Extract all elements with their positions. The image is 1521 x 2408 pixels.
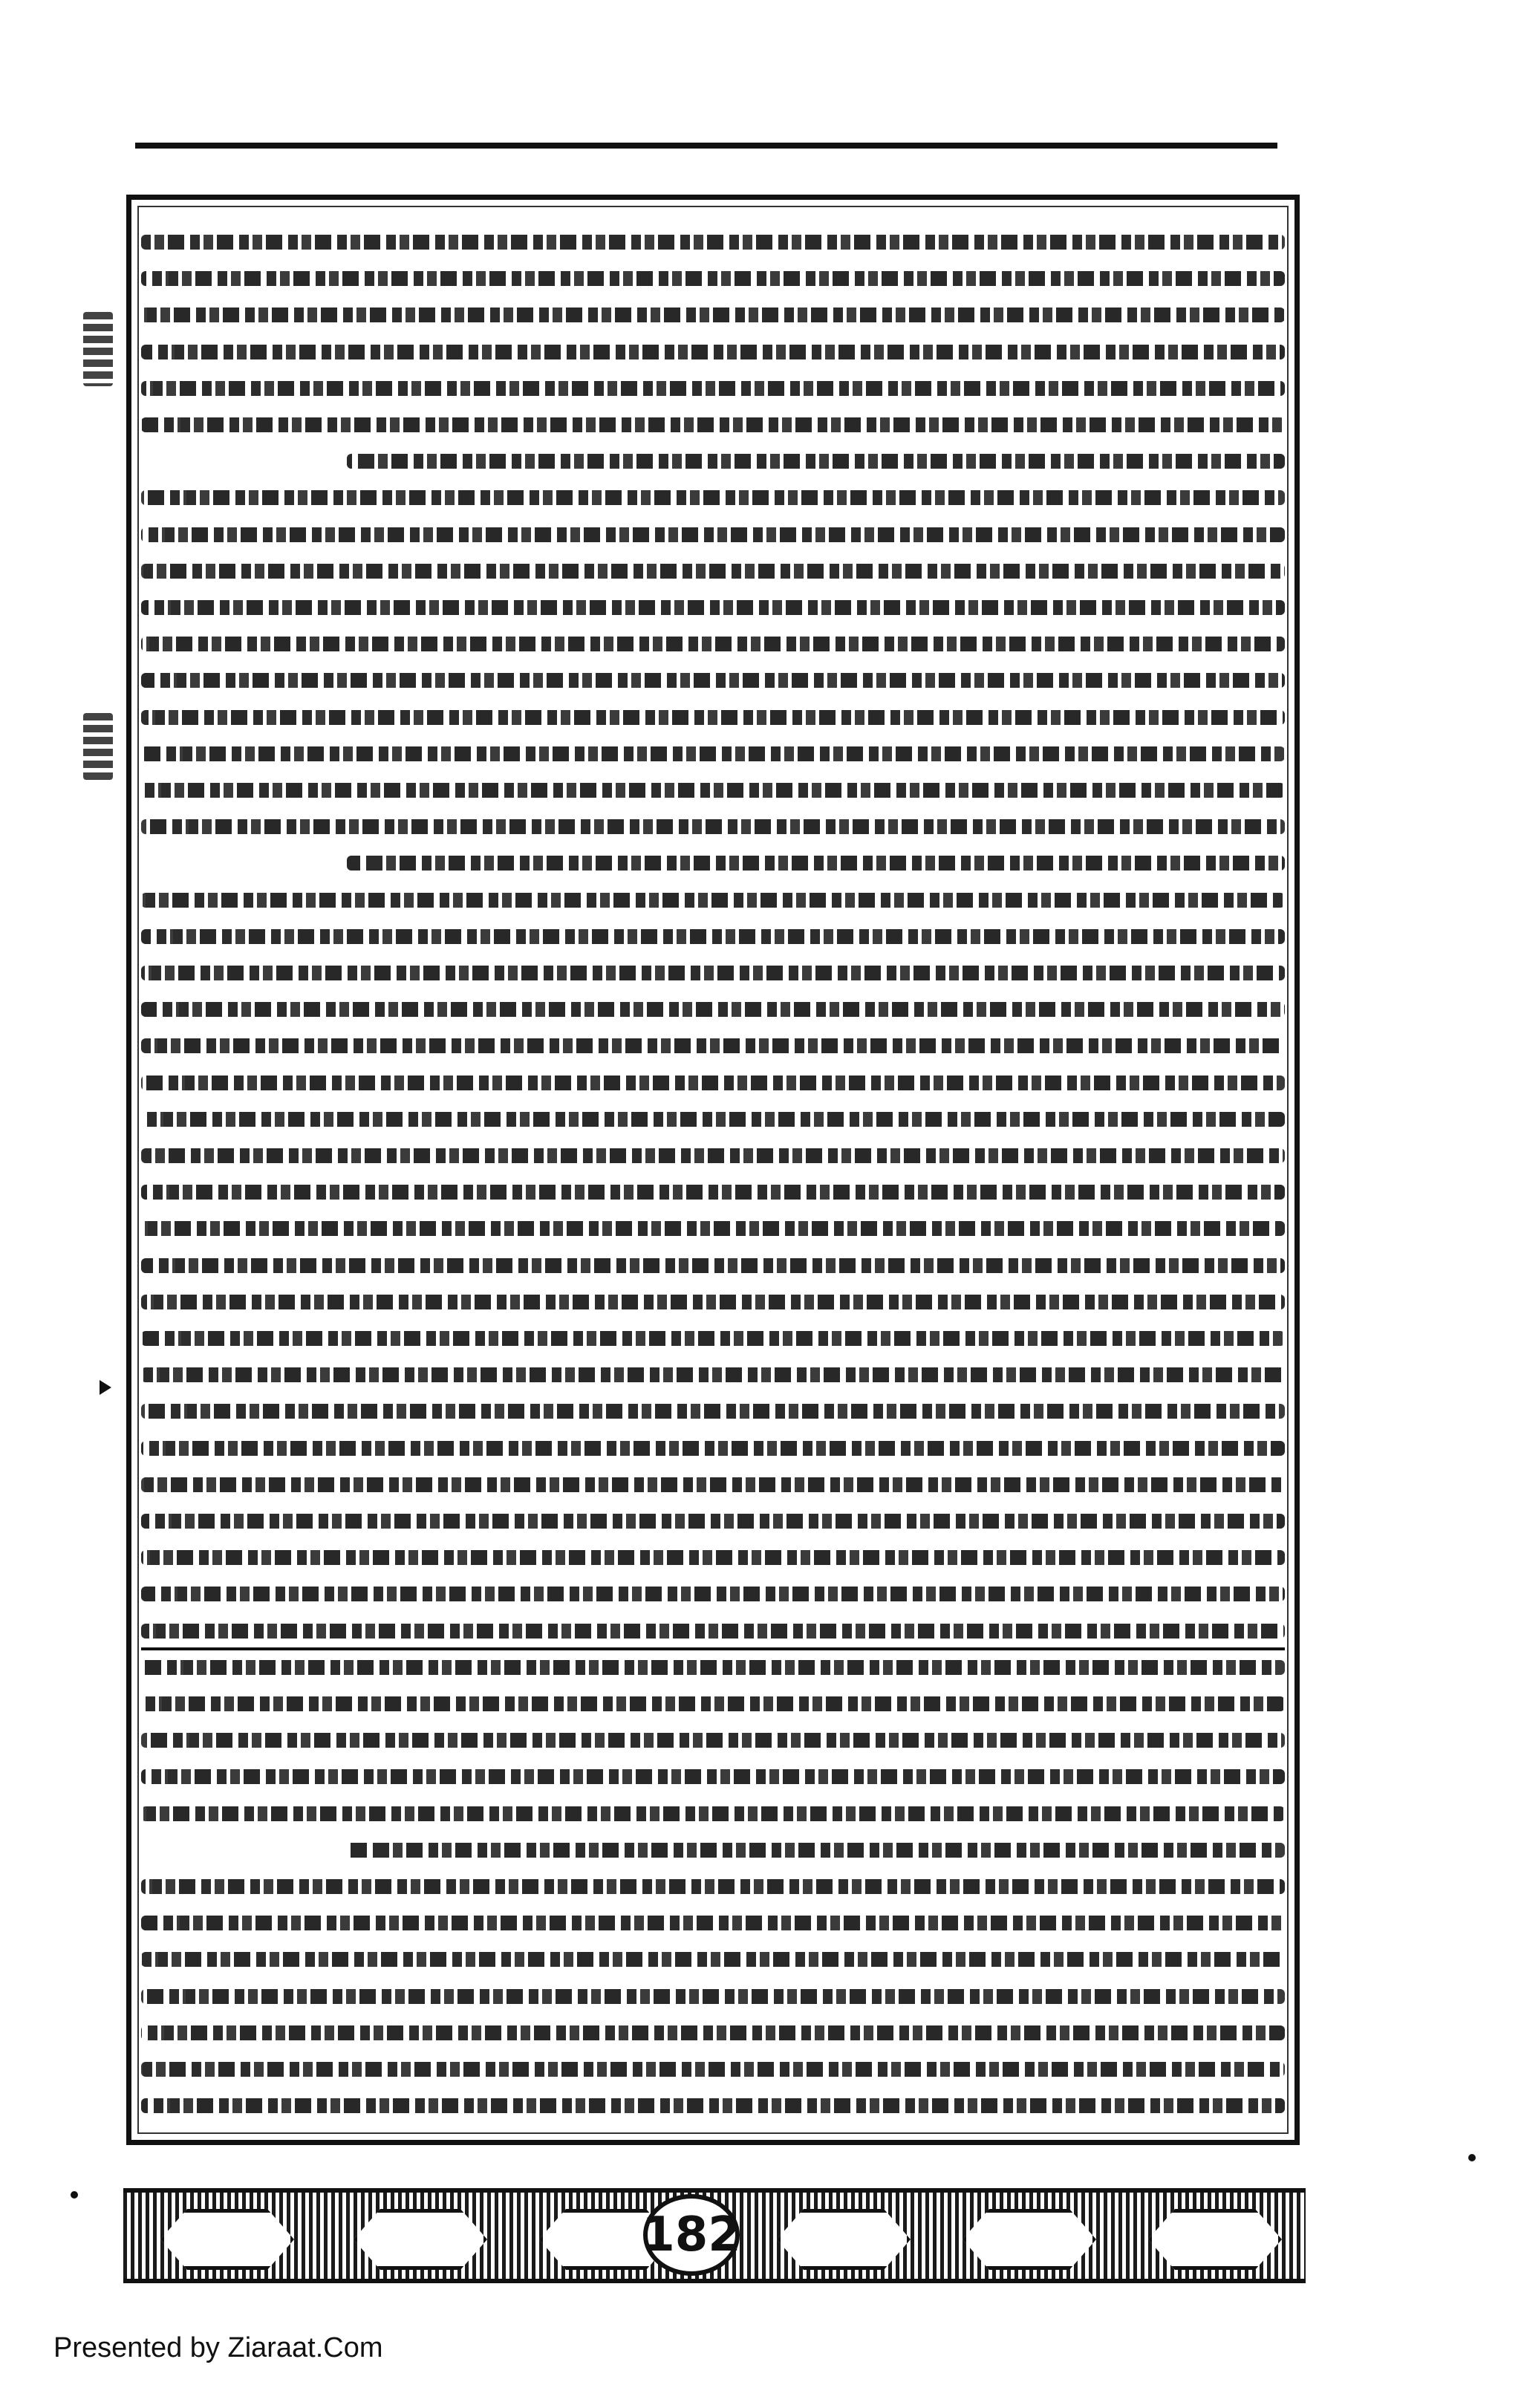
text-line	[141, 990, 1285, 1026]
handwritten-script	[141, 1404, 1285, 1419]
text-line	[141, 1246, 1285, 1282]
text-line	[141, 223, 1285, 258]
text-line	[141, 1136, 1285, 1172]
text-line	[141, 625, 1285, 660]
handwritten-script	[141, 1514, 1285, 1529]
handwritten-script	[141, 1806, 1285, 1821]
text-line	[141, 1026, 1285, 1062]
handwritten-script	[141, 2062, 1285, 2077]
handwritten-script	[141, 1112, 1285, 1127]
handwritten-script	[141, 600, 1285, 615]
text-line	[141, 1100, 1285, 1136]
handwritten-script	[141, 1221, 1285, 1236]
text-line	[141, 1209, 1285, 1245]
text-line	[141, 1867, 1285, 1903]
ornament-icon	[963, 2209, 1096, 2270]
text-line	[141, 1392, 1285, 1428]
text-line	[141, 1940, 1285, 1976]
text-line	[141, 771, 1285, 807]
handwritten-script	[141, 527, 1285, 542]
handwritten-script	[141, 271, 1285, 286]
handwritten-script	[141, 1076, 1285, 1090]
text-line	[141, 1757, 1285, 1793]
pointer-mark-icon	[100, 1380, 111, 1395]
handwritten-script	[141, 746, 1285, 761]
handwritten-script	[141, 417, 1285, 432]
text-line	[141, 406, 1285, 441]
text-line	[141, 1502, 1285, 1537]
handwritten-script	[141, 966, 1285, 980]
handwritten-script	[141, 1258, 1285, 1273]
credit-line: Presented by Ziaraat.Com	[53, 2332, 383, 2363]
page-number: 182	[643, 2194, 740, 2276]
handwritten-script	[141, 819, 1285, 834]
handwritten-script	[141, 1989, 1285, 2004]
handwritten-script	[347, 1843, 1285, 1858]
text-line	[141, 1648, 1285, 1684]
handwritten-script	[141, 307, 1285, 322]
handwritten-script	[141, 1916, 1285, 1930]
handwritten-script	[141, 1952, 1285, 1967]
handwritten-script	[141, 1550, 1285, 1565]
text-line	[141, 1685, 1285, 1720]
text-line	[141, 1904, 1285, 1939]
handwritten-script	[347, 856, 1285, 871]
text-line	[141, 1064, 1285, 1099]
text-line	[141, 442, 1285, 478]
text-line	[141, 259, 1285, 295]
handwritten-script	[141, 673, 1285, 688]
margin-note	[83, 713, 113, 780]
handwritten-script	[141, 1148, 1285, 1163]
text-line	[141, 844, 1285, 879]
handwritten-script	[141, 1367, 1285, 1382]
text-line	[141, 1356, 1285, 1391]
text-line	[141, 1575, 1285, 1610]
text-line	[141, 2050, 1285, 2086]
handwritten-script	[141, 2098, 1285, 2113]
text-line	[141, 1283, 1285, 1318]
handwritten-script	[347, 454, 1285, 469]
text-line	[141, 369, 1285, 405]
text-line	[141, 2086, 1285, 2122]
text-line	[141, 735, 1285, 770]
handwritten-script	[141, 381, 1285, 396]
handwritten-script	[141, 783, 1285, 798]
handwritten-script	[141, 1295, 1285, 1309]
handwritten-script	[141, 1587, 1285, 1601]
text-line	[141, 1173, 1285, 1208]
handwritten-script	[141, 1331, 1285, 1346]
ornament-icon	[354, 2209, 487, 2270]
ornament-icon	[160, 2209, 294, 2270]
handwritten-script	[141, 235, 1285, 250]
handwritten-script	[141, 1441, 1285, 1456]
text-line	[141, 954, 1285, 989]
text-line	[141, 917, 1285, 953]
handwritten-script	[141, 637, 1285, 651]
handwritten-script	[141, 1185, 1285, 1200]
text-line	[141, 1794, 1285, 1830]
text-line	[141, 333, 1285, 368]
arabic-text-block	[141, 223, 1285, 2124]
handwritten-script	[141, 1879, 1285, 1894]
handwritten-script	[141, 2025, 1285, 2040]
handwritten-script	[141, 1769, 1285, 1784]
handwritten-script	[141, 490, 1285, 505]
handwritten-script	[141, 1477, 1285, 1492]
text-line	[141, 515, 1285, 551]
text-line	[141, 1721, 1285, 1757]
text-line	[141, 807, 1285, 843]
text-line	[141, 588, 1285, 624]
text-line	[141, 881, 1285, 917]
text-line	[141, 552, 1285, 588]
margin-note	[83, 312, 113, 386]
dot-mark	[71, 2191, 78, 2199]
text-line	[141, 478, 1285, 514]
text-line	[141, 1319, 1285, 1355]
handwritten-script	[141, 345, 1285, 359]
ornament-icon	[1148, 2209, 1282, 2270]
text-line	[141, 1538, 1285, 1574]
handwritten-script	[141, 1002, 1285, 1017]
text-line	[141, 1612, 1285, 1650]
handwritten-script	[141, 1624, 1285, 1639]
handwritten-script	[141, 1038, 1285, 1053]
text-line	[141, 698, 1285, 734]
text-line	[141, 1977, 1285, 2013]
handwritten-script	[141, 893, 1285, 908]
top-rule	[135, 143, 1277, 149]
text-line	[141, 1465, 1285, 1501]
text-line	[141, 661, 1285, 697]
handwritten-script	[141, 1696, 1285, 1711]
text-line	[141, 296, 1285, 331]
dot-mark	[1468, 2154, 1476, 2161]
text-line	[141, 1831, 1285, 1867]
ornament-icon	[777, 2209, 911, 2270]
handwritten-script	[141, 929, 1285, 944]
handwritten-script	[141, 564, 1285, 579]
handwritten-script	[141, 710, 1285, 725]
handwritten-script	[141, 1660, 1285, 1675]
handwritten-script	[141, 1733, 1285, 1748]
text-line	[141, 2014, 1285, 2049]
text-line	[141, 1429, 1285, 1465]
